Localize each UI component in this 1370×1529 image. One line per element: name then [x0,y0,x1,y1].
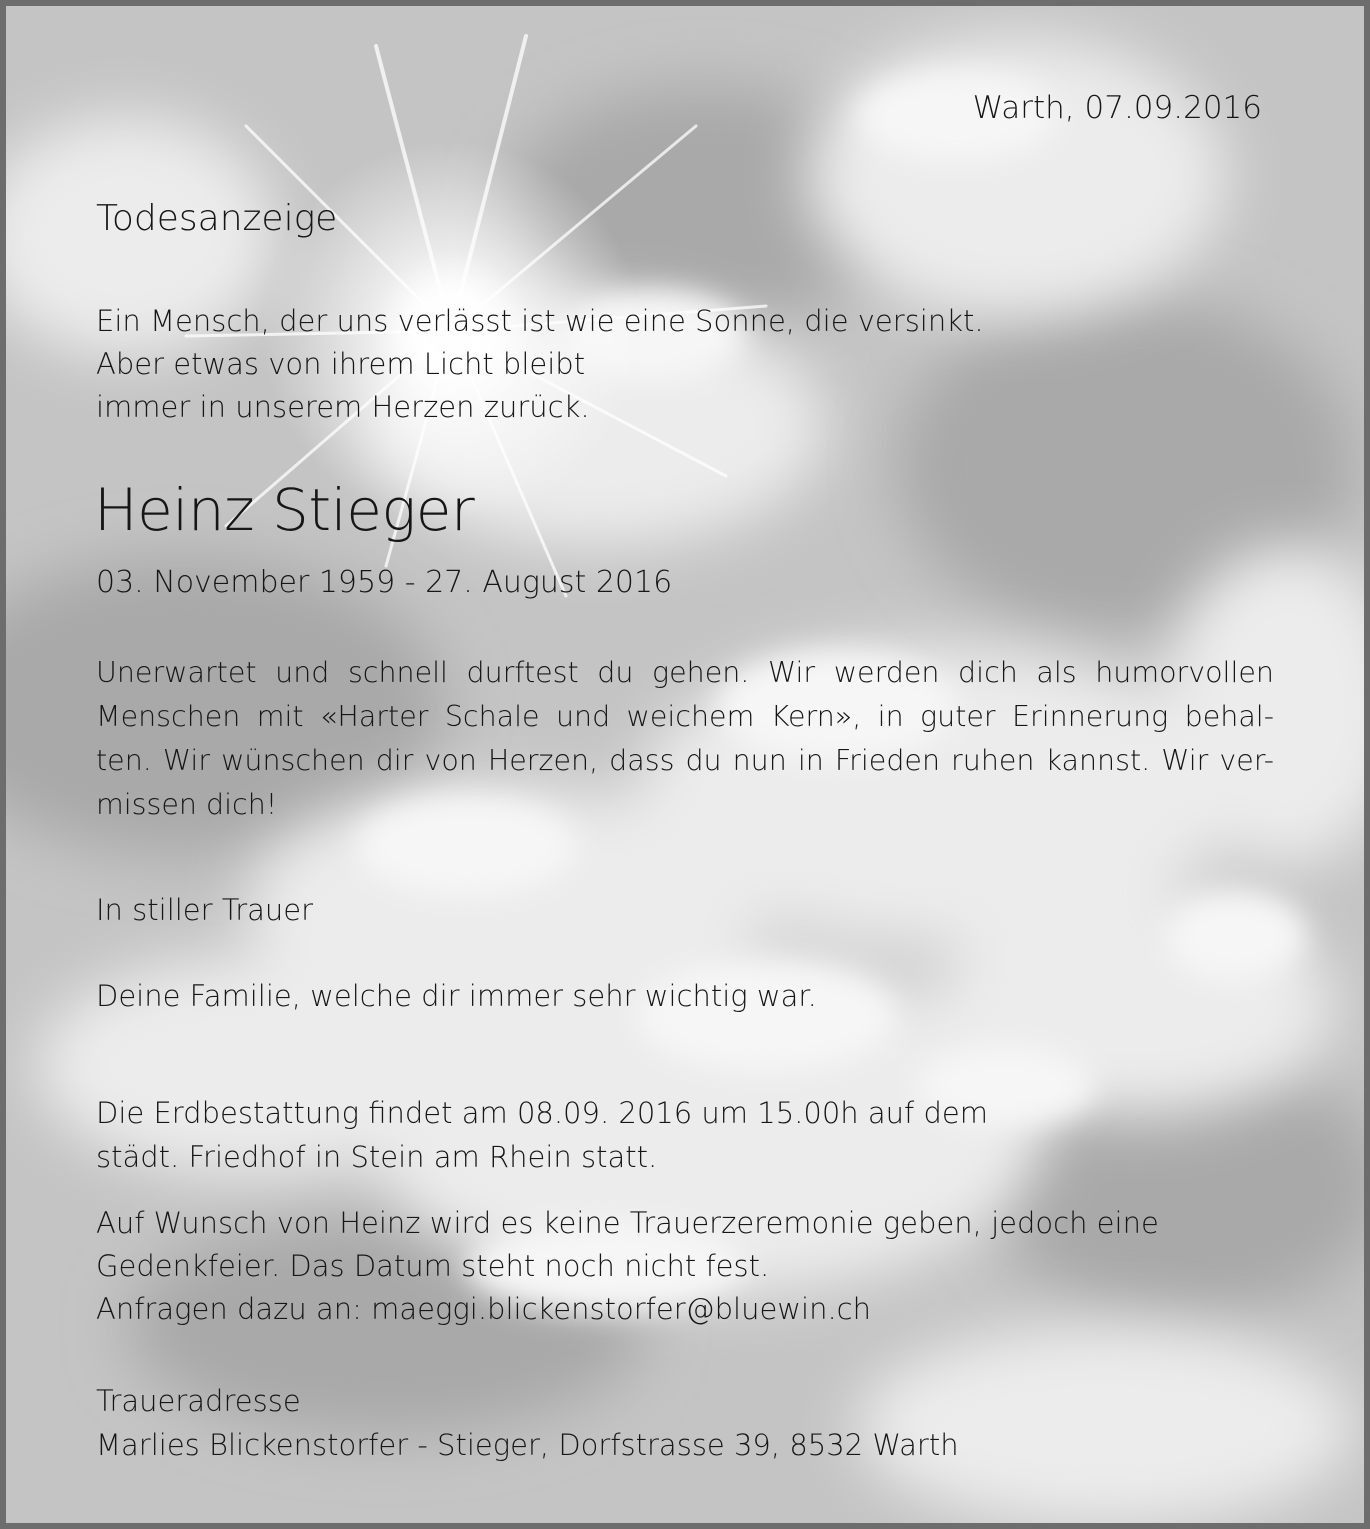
poem-line: Ein Mensch, der uns verlässt ist wie eine Sonne, die versinkt. [96,304,984,338]
memorial-line: Auf Wunsch von Heinz wird es keine Trauerzeremonie geben, jedoch eine [96,1206,1159,1240]
funeral-line: städt. Friedhof in Stein am Rhein statt. [96,1140,658,1174]
message-line: ten. Wir wünschen dir von Herzen, dass du nun in Frieden ruhen kannst. Wir ver- [96,744,1274,777]
deceased-name: Heinz Stieger [94,476,475,544]
address-label: Traueradresse [96,1384,301,1418]
message-line: missen dich! [96,788,278,821]
memorial-line: Gedenkfeier. Das Datum steht noch nicht fest. [96,1249,770,1283]
funeral-info [96,1091,988,1179]
farewell-message [96,651,1274,827]
obituary-heading: Todesanzeige [96,198,338,239]
message-line: Unerwartet und schnell durftest du gehen. Wir werden dich als humorvollen [96,656,1274,689]
place-and-date: Warth, 07.09.2016 [972,90,1262,126]
funeral-line: Die Erdbestattung findet am 08.09. 2016 um 15.00h auf dem [96,1096,988,1130]
poem [96,300,984,429]
mourning-phrase: In stiller Trauer [96,893,314,927]
poem-line: immer in unserem Herzen zurück. [96,390,590,424]
memorial-contact-line: Anfragen dazu an: maeggi.blickenstorfer@bluewin.ch [96,1292,871,1326]
poem-line: Aber etwas von ihrem Licht bleibt [96,347,586,381]
family-signature: Deine Familie, welche dir immer sehr wichtig war. [96,979,817,1013]
address-value: Marlies Blickenstorfer - Stieger, Dorfstrasse 39, 8532 Warth [96,1428,959,1462]
message-line: Menschen mit «Harter Schale und weichem Kern», in guter Erinnerung behal- [96,700,1274,733]
mourning-address [96,1379,959,1467]
memorial-info [96,1202,1159,1331]
obituary-page [6,6,1364,1523]
life-dates: 03. November 1959 - 27. August 2016 [96,565,673,600]
